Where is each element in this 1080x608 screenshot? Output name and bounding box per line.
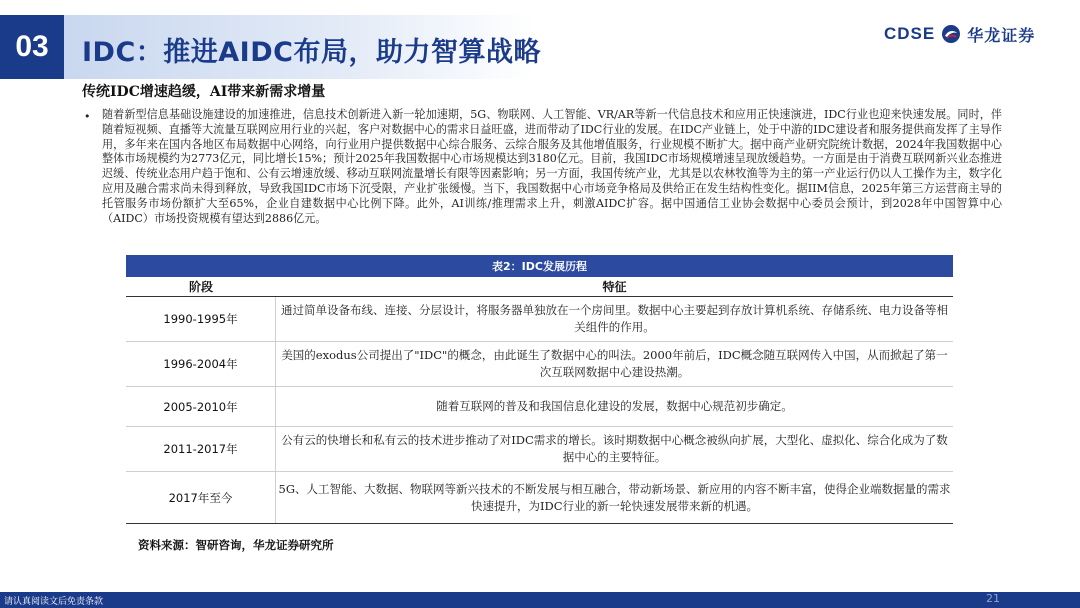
stage-cell: 1996-2004年 [126,342,276,386]
section-subtitle: 传统IDC增速趋缓，AI带来新需求增量 [82,84,326,100]
header-feature: 特征 [602,280,627,294]
feature-cell: 公有云的快增长和私有云的技术进步推动了对IDC需求的增长。该时期数据中心概念被纵向扩展，大型化、虚拟化、综合化成为了数据中心的主要特征。 [281,433,948,464]
stage-cell: 2011-2017年 [126,427,276,471]
feature-cell: 5G、人工智能、大数据、物联网等新兴技术的不断发展与相互融合，带动新场景、新应用的内容不断丰富，使得企业端数据量的需求快速提升，为IDC行业的新一轮快速发展带来新的机遇。 [278,481,951,513]
table-row [126,297,953,342]
section-number-badge: 03 [0,15,64,79]
logo-chinese-text: 华龙证券 [967,25,1036,45]
hualong-logo-icon [941,24,961,44]
table-header-row [126,277,953,297]
feature-cell: 美国的exodus公司提出了"IDC"的概念，由此诞生了数据中心的叫法。2000年前后，IDC概念随互联网传入中国，从而掀起了第一次互联网数据中心建设热潮。 [281,348,948,379]
body-paragraph: 随着新型信息基础设施建设的加速推进，信息技术创新进入新一轮加速期，5G、物联网、人工智能、VR/AR等新一代信息技术和应用正快速演进，IDC行业也迎来快速发展。同时，伴随着短视频、直播等大流量互联网应用行业的兴起，客户对数据中心的需求日益旺盛，进而带动了IDC行业的发展。在IDC产业链上，处于中游的IDC建设者和服务提供商发挥了主导作用，多年来在国内各地区布局数据中心网络，向行业用户提供数据中心综合服务、云综合服务及其他增值服务，行业规模不断扩大。据中商产业研究院统计数据，2024年我国数据中心整体市场规模约为2773亿元，同比增长15%；预计2025年我国数据中心市场规模达到3180亿元。目前，我国IDC市场规模增速呈现放缓趋势。一方面是由于消费互联网新兴业态推进迟缓、传统业态用户趋于饱和、公有云增速放缓、移动互联网流量增长有限等因素影响；另一方面，我国传统产业，尤其是以农林牧渔等为主的第一产业运行仍以人工操作为主，数字化应用及融合需求尚未得到释放，导致我国IDC市场下沉受限，产业扩张缓慢。当下，我国数据中心市场竞争格局及供给正在发生结构性变化。据IIM信息，2025年第三方运营商主导的托管服务市场份额扩大至65%，企业自建数据中心比例下降。此外，AI训练/推理需求上升，刺激AIDC扩容。据中国通信工业协会数据中心委员会预计，到2028年中国智算中心（AIDC）市场投资规模有望达到2886亿元。 [102,108,1002,225]
page-number: 21 [986,592,1000,605]
table-caption: 表2：IDC发展历程 [126,255,953,277]
table-row [126,472,953,524]
stage-cell: 2005-2010年 [126,387,276,426]
feature-cell: 通过简单设备布线、连接、分层设计，将服务器单独放在一个房间里。数据中心主要起到存放计算机系统、存储系统、电力设备等相关组件的作用。 [281,303,948,334]
page-title: IDC：推进AIDC布局，助力智算战略 [82,37,541,68]
table-row [126,427,953,472]
source-note: 资料来源：智研咨询，华龙证券研究所 [138,538,334,552]
footer-bar [0,592,1080,608]
disclaimer-link[interactable]: 请认真阅读文后免责条款 [4,597,104,607]
logo-latin-text: CDSE [884,24,936,43]
header-stage: 阶段 [188,280,213,294]
table-row [126,342,953,387]
brand-logo [884,22,1035,46]
stage-cell: 2017年至今 [126,472,276,523]
idc-history-table [126,255,953,524]
stage-cell: 1990-1995年 [126,297,276,341]
feature-cell: 随着互联网的普及和我国信息化建设的发展，数据中心规范初步确定。 [436,399,793,413]
bullet-marker: • [84,110,91,123]
table-row [126,387,953,427]
